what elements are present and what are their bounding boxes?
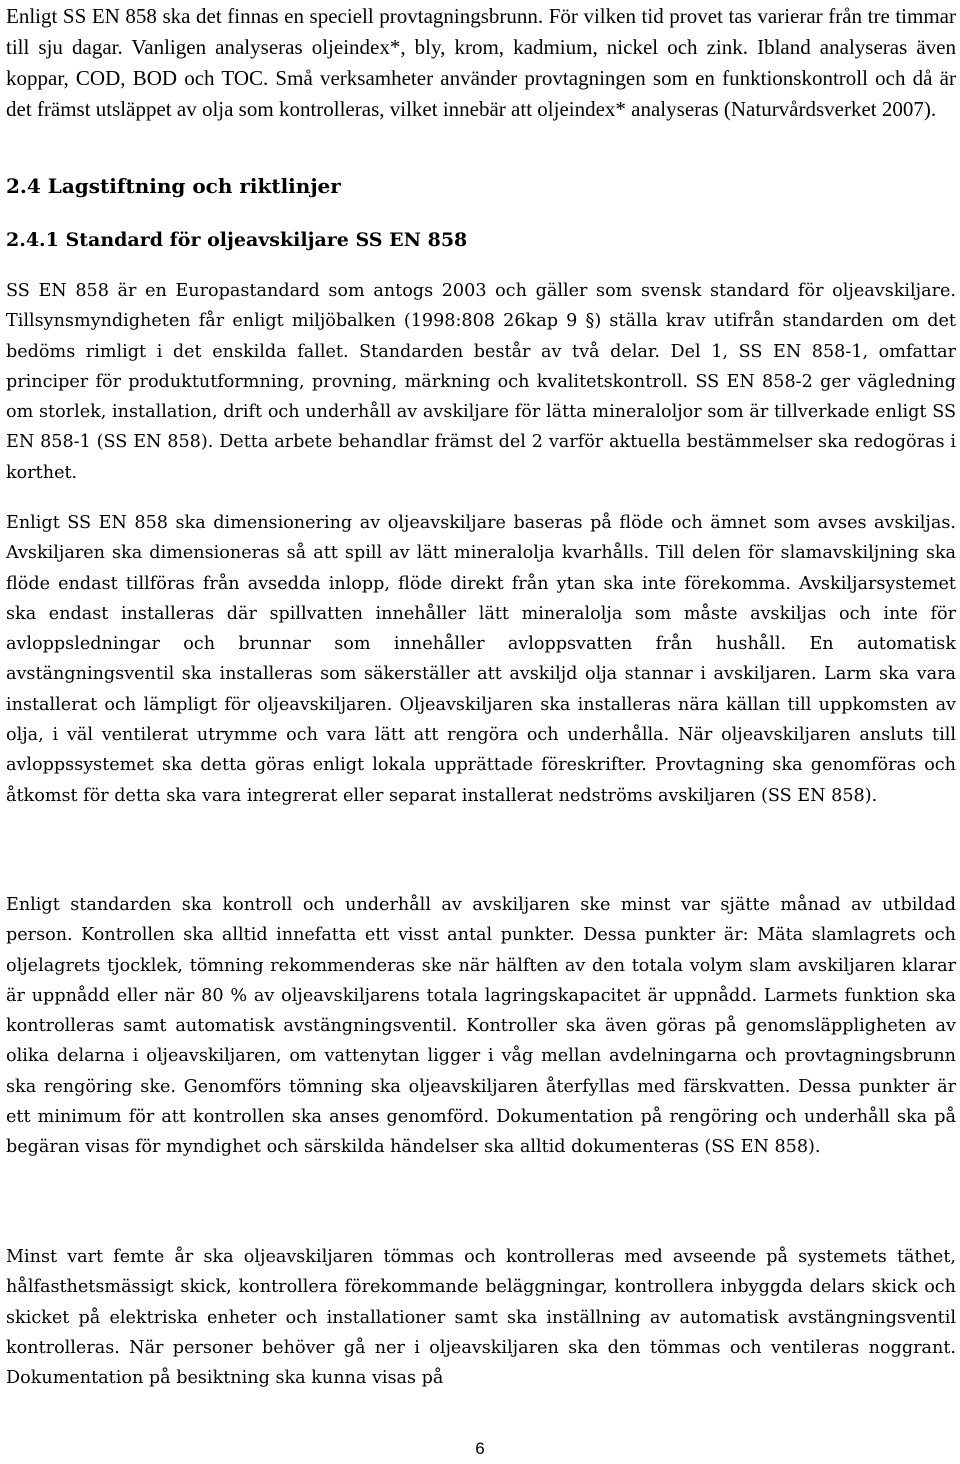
subsection-heading: 2.4.1 Standard för oljeavskiljare SS EN 858: [6, 229, 468, 251]
intro-paragraph: Enligt SS EN 858 ska det finnas en speciell provtagningsbrunn. För vilken tid provet tas varierar från tre timmar till sju dagar. Vanligen analyseras oljeindex*, bly, krom, kadmium, nickel och zink. Ibland analyseras även koppar, COD, BOD och TOC. Små verksamheter använder provtagningen som en funktionskontroll och då är det främst utsläppet av olja som kontrolleras, vilket innebär att oljeindex* analyseras (Naturvårdsverket 2007).: [6, 4, 956, 121]
section-heading: 2.4 Lagstiftning och riktlinjer: [6, 174, 341, 198]
emptying-paragraph: Minst vart femte år ska oljeavskiljaren tömmas och kontrolleras med avseende på systemets täthet, hålfasthetsmässigt skick, kontrollera förekommande beläggningar, kontrollera inbyggda delars skick och skicket på elektriska enheter och installationer samt ska inställning av automatisk avstängningsventil kontrolleras. När personer behöver gå ner i oljeavskiljaren ska den tömmas och ventileras noggrant. Dokumentation på besiktning ska kunna visas på: [6, 1247, 956, 1389]
page-number: 6: [475, 1439, 485, 1458]
control-paragraph: Enligt standarden ska kontroll och underhåll av avskiljaren ske minst var sjätte månad av utbildad person. Kontrollen ska alltid innefatta ett visst antal punkter. Dessa punkter är: Mäta slamlagrets och oljelagrets tjocklek, tömning rekommenderas ske när hälften av den totala volym slam avskiljaren klarar är uppnådd eller när 80 % av oljeavskiljarens totala lagringskapacitet är uppnådd. Larmets funktion ska kontrolleras samt automatisk avstängningsventil. Kontroller ska även göras på genomsläppligheten av olika delarna i oljeavskiljaren, om vattenytan ligger i våg mellan avdelningarna och provtagningsbrunn ska rengöring ske. Genomförs tömning ska oljeavskiljaren återfyllas med färskvatten. Dessa punkter är ett minimum för att kontrollen ska anses genomförd. Dokumentation på rengöring och underhåll ska på begäran visas för myndighet och särskilda händelser ska alltid dokumenteras (SS EN 858).: [6, 895, 956, 1158]
dimensioning-paragraph: Enligt SS EN 858 ska dimensionering av oljeavskiljare baseras på flöde och ämnet som avses avskiljas. Avskiljaren ska dimensioneras så att spill av lätt mineralolja kvarhålls. Till delen för slamavskiljning ska flöde endast tillföras från avsedda inlopp, flöde direkt från ytan ska inte förekomma. Avskiljarsystemet ska endast installeras där spillvatten innehåller lätt mineralolja som måste avskiljas och inte för avloppsledningar och brunnar som innehåller avloppsvatten från hushåll. En automatisk avstängningsventil ska installeras som säkerställer att avskiljd olja stannar i avskiljaren. Larm ska vara installerat och lämpligt för oljeavskiljaren. Oljeavskiljaren ska installeras nära källan till uppkomsten av olja, i väl ventilerat utrymme och vara lätt att rengöra och underhålla. När oljeavskiljaren ansluts till avloppssystemet ska detta göras enligt lokala upprättade föreskrifter. Provtagning ska genomföras och åtkomst för detta ska vara integrerat eller separat installerat nedströms avskiljaren (SS EN 858).: [6, 513, 956, 806]
standard-paragraph: SS EN 858 är en Europastandard som antogs 2003 och gäller som svensk standard för oljeavskiljare. Tillsynsmyndigheten får enligt miljöbalken (1998:808 26kap 9 §) ställa krav utifrån standarden om det bedöms rimligt i det enskilda fallet. Standarden består av två delar. Del 1, SS EN 858-1, omfattar principer för produktutformning, provning, märkning och kvalitetskontroll. SS EN 858-2 ger vägledning om storlek, installation, drift och underhåll av avskiljare för lätta mineraloljor som är tillverkade enligt SS EN 858-1 (SS EN 858). Detta arbete behandlar främst del 2 varför aktuella bestämmelser ska redogöras i korthet.: [6, 281, 956, 483]
